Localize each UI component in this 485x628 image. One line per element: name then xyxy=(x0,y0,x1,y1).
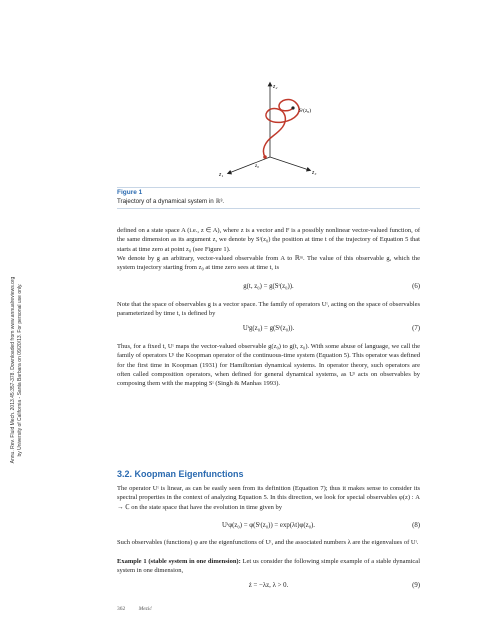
equation-8-body: Uᵗφ(z₀) = φ(Sᵗ(z₀)) = exp(λt)φ(z₀). xyxy=(221,522,315,529)
download-notice xyxy=(10,205,30,535)
caption-rule-bottom xyxy=(117,208,420,209)
trajectory-figure xyxy=(175,72,335,192)
paragraph-6: Such observables (functions) φ are the eigenfunctions of Uᵗ, and the associated numbers λ are the eigenvalues of Uᵗ. xyxy=(117,539,419,546)
axis-label-z1: z₁ xyxy=(219,172,224,178)
section-heading: 3.2. Koopman Eigenfunctions xyxy=(117,469,244,479)
equation-8-number: (8) xyxy=(412,522,420,529)
running-author: Mezić xyxy=(138,606,152,612)
equation-6-body: g(t, z₀) = g(Sᵗ(z₀)). xyxy=(243,283,294,290)
figure-caption-title: Figure 1 xyxy=(117,189,143,196)
download-notice-line1: Annu. Rev. Fluid Mech. 2013.45:357-378. Downloaded from www.annualreviews.org xyxy=(10,276,16,464)
curve-label: Sᵗ(z₀) xyxy=(299,108,312,114)
equation-6-number: (6) xyxy=(412,283,420,290)
example-title: Example 1 (stable system in one dimension): xyxy=(117,558,241,565)
paragraph-5: The operator Uᵗ is linear, as can be easily seen from its definition (Equation 7); thus it makes sense to consider its spectral properties in the context of analyzing Equation 5. In this direction, we look for special observables φ(z) : A → ℂ on the state space that have the evolution in time given by xyxy=(117,485,420,511)
equation-9-number: (9) xyxy=(412,582,420,589)
end-point xyxy=(291,106,294,109)
axis-z3 xyxy=(270,157,309,170)
caption-rule-top xyxy=(117,187,420,188)
axis-label-z3: z₃ xyxy=(312,170,317,176)
equation-7-number: (7) xyxy=(412,325,420,332)
equation-7 xyxy=(117,325,420,335)
paragraph-3: Note that the space of observables g is a vector space. The family of operators Uᵗ, acting on the space of observables parameterized by time t, is defined by xyxy=(117,301,420,318)
paragraph-4: Thus, for a fixed t, Uᵗ maps the vector-valued observable g(z₀) to g(t, z₀). With some abuse of language, we call the family of operators Uᵗ the Koopman operator of the continuous-time system (Equation 5). This operator was defined for the first time in Koopman (1931) for Hamiltonian dynamical systems. In operator theory, such operators are often called composition operators, when defined for general dynamical systems, as Uᵗ acts on observables by composing them with the mapping Sᵗ (Singh & Manhas 1993). xyxy=(117,343,420,388)
equation-9-body: ż = −λz, λ > 0. xyxy=(248,582,289,589)
example-text: Let us consider the following simple example of a stable dynamical system in one dimension, xyxy=(117,558,421,575)
paragraph-2: We denote by g an arbitrary, vector-valued observable from A to ℝᵐ. The value of this observable g, which the system trajectory starting from z₀ at time zero sees at time t, is xyxy=(117,255,420,272)
figure-caption-text: Trajectory of a dynamical system in ℝ³. xyxy=(117,198,225,205)
paragraph-7 xyxy=(117,557,420,576)
equation-6 xyxy=(117,283,420,293)
download-notice-line2: by University of California - Santa Barbara on 09/20/13. For personal use only. xyxy=(17,283,23,457)
paragraph-1: defined on a state space A (i.e., z ∈ A), where z is a vector and F is a possibly nonlinear vector-valued function, of the same dimension as its argument z, we denote by Sᵗ(z₀) the position at time t of the trajectory of Equation 5 that starts at time zero at point z₀ (see Figure 1). xyxy=(117,227,420,253)
page-footer xyxy=(117,606,164,612)
equation-7-body: Uᵗg(z₀) = g(Sᵗ(z₀)). xyxy=(242,325,295,332)
equation-8 xyxy=(117,522,420,532)
axis-z1 xyxy=(229,157,270,173)
start-point xyxy=(263,155,267,159)
page-number: 362 xyxy=(117,606,126,612)
point-label-z0: z₀ xyxy=(255,163,260,169)
axis-label-z2: z₂ xyxy=(273,84,278,90)
equation-9 xyxy=(117,582,420,592)
